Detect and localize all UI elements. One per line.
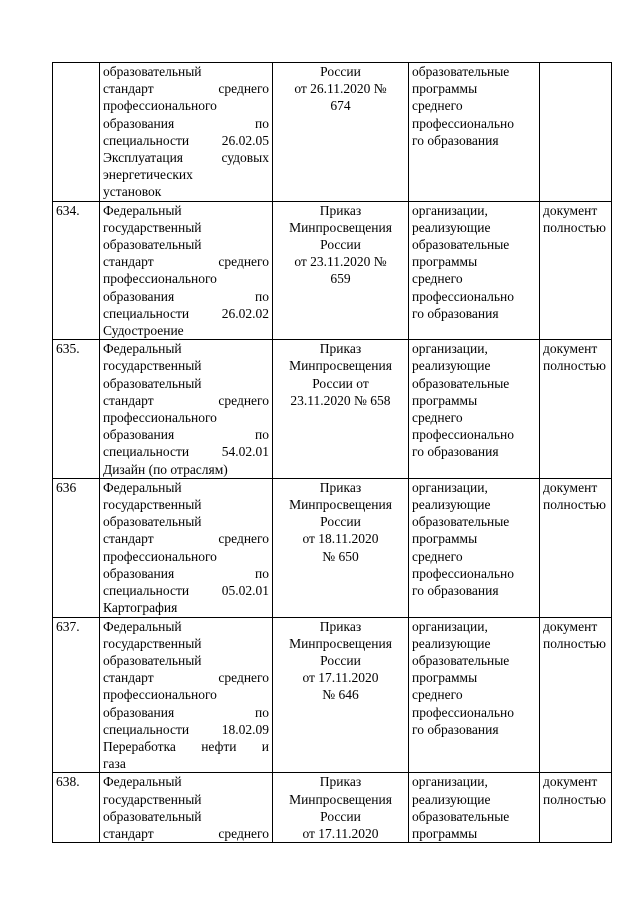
org-line: среднего <box>412 410 463 426</box>
org-line: среднего <box>412 548 463 564</box>
title-line: установок <box>103 184 162 200</box>
act-line: 659 <box>330 271 351 287</box>
title-line <box>103 825 269 842</box>
title-line <box>103 115 269 132</box>
title-word: среднего <box>218 392 269 408</box>
title-word: 26.02.02 <box>221 305 269 321</box>
title-word: по <box>255 288 269 304</box>
title-line <box>103 530 269 547</box>
org-line: организации, <box>412 479 488 495</box>
row-number: 636 <box>53 478 100 617</box>
org-line: программы <box>412 81 478 97</box>
title-line: государственный <box>103 497 202 513</box>
title-word: нефти <box>201 738 237 754</box>
approving-act-cell <box>273 63 409 202</box>
approving-act-cell <box>273 773 409 843</box>
act-line: от 18.11.2020 <box>302 531 379 547</box>
title-line: Картография <box>103 600 178 616</box>
org-line: программы <box>412 531 478 547</box>
document-title-cell <box>100 201 273 340</box>
org-line: реализующие <box>412 791 491 807</box>
org-line: профессионально <box>412 704 514 720</box>
title-line: образовательный <box>103 652 202 668</box>
table-row <box>53 340 612 479</box>
applicable-organizations-cell <box>409 617 540 773</box>
org-line: образовательные <box>412 514 510 530</box>
title-line: профессионального <box>103 687 217 703</box>
title-word: среднего <box>218 531 269 547</box>
row-number: 637. <box>53 617 100 773</box>
title-word: стандарт <box>103 670 154 686</box>
org-line: образовательные <box>412 808 510 824</box>
scope-cell <box>540 617 612 773</box>
title-line <box>103 721 269 738</box>
act-line: России <box>320 652 361 668</box>
act-line: Минпросвещения <box>289 635 392 651</box>
org-line: реализующие <box>412 497 491 513</box>
title-word: специальности <box>103 305 190 321</box>
title-word: специальности <box>103 721 190 737</box>
table-row <box>53 201 612 340</box>
register-table-body <box>53 63 612 843</box>
title-line: энергетических <box>103 167 193 183</box>
title-word: специальности <box>103 583 190 599</box>
org-line: организации, <box>412 618 488 634</box>
title-word: специальности <box>103 444 190 460</box>
approving-act-cell <box>273 617 409 773</box>
title-word: образования <box>103 427 175 443</box>
act-line: 674 <box>330 98 351 114</box>
scope-line: документ <box>543 774 598 790</box>
act-line: России <box>320 237 361 253</box>
org-line: организации, <box>412 341 488 357</box>
title-line <box>103 582 269 599</box>
act-line: Минпросвещения <box>289 497 392 513</box>
title-line: профессионального <box>103 98 217 114</box>
title-word: 18.02.09 <box>221 721 269 737</box>
act-line: России <box>320 64 361 79</box>
scope-line: документ <box>543 341 598 357</box>
title-line: Федеральный <box>103 774 182 790</box>
org-line: профессионально <box>412 565 514 581</box>
title-word: стандарт <box>103 254 154 270</box>
title-word: 54.02.01 <box>221 444 269 460</box>
title-word: среднего <box>218 825 269 841</box>
title-word: по <box>255 704 269 720</box>
org-line: профессионально <box>412 427 514 443</box>
title-word: по <box>255 115 269 131</box>
act-line: Минпросвещения <box>289 358 392 374</box>
approving-act-cell <box>273 478 409 617</box>
row-number: 638. <box>53 773 100 843</box>
register-table <box>52 62 612 843</box>
title-word: образования <box>103 115 175 131</box>
title-line: Федеральный <box>103 479 182 495</box>
title-word: стандарт <box>103 81 154 97</box>
title-line: государственный <box>103 791 202 807</box>
row-number: 634. <box>53 201 100 340</box>
title-line: Федеральный <box>103 341 182 357</box>
act-line: от 17.11.2020 <box>302 825 379 841</box>
title-word: стандарт <box>103 392 154 408</box>
org-line: образовательные <box>412 64 510 79</box>
title-line <box>103 669 269 686</box>
act-line: России от <box>312 375 369 391</box>
title-line: государственный <box>103 635 202 651</box>
applicable-organizations-cell <box>409 63 540 202</box>
document-title-cell <box>100 340 273 479</box>
org-line: среднего <box>412 271 463 287</box>
org-line: организации, <box>412 774 488 790</box>
act-line: Минпросвещения <box>289 219 392 235</box>
org-line: го образования <box>412 444 499 460</box>
org-line: реализующие <box>412 219 491 235</box>
act-line: от 17.11.2020 <box>302 670 379 686</box>
act-line: Минпросвещения <box>289 791 392 807</box>
document-title-cell <box>100 773 273 843</box>
scope-line: полностью <box>543 219 606 235</box>
scope-line: документ <box>543 618 598 634</box>
title-word: судовых <box>221 150 269 166</box>
scope-line: документ <box>543 202 598 218</box>
title-line: образовательный <box>103 64 202 79</box>
title-line <box>103 253 269 270</box>
table-row <box>53 478 612 617</box>
document-title-cell <box>100 63 273 202</box>
title-word: и <box>261 738 269 754</box>
table-row <box>53 617 612 773</box>
approving-act-cell <box>273 340 409 479</box>
applicable-organizations-cell <box>409 340 540 479</box>
scope-line: полностью <box>543 358 606 374</box>
title-word: по <box>255 565 269 581</box>
org-line: реализующие <box>412 358 491 374</box>
title-word: среднего <box>218 254 269 270</box>
org-line: го образования <box>412 132 499 148</box>
title-line <box>103 392 269 409</box>
org-line: профессионально <box>412 288 514 304</box>
title-line <box>103 288 269 305</box>
applicable-organizations-cell <box>409 773 540 843</box>
act-line: России <box>320 808 361 824</box>
table-row <box>53 773 612 843</box>
applicable-organizations-cell <box>409 201 540 340</box>
title-word: по <box>255 427 269 443</box>
scope-line: полностью <box>543 791 606 807</box>
title-word: Эксплуатация <box>103 150 184 166</box>
table-row <box>53 63 612 202</box>
row-number: 635. <box>53 340 100 479</box>
title-line <box>103 426 269 443</box>
document-title-cell <box>100 478 273 617</box>
act-line: Приказ <box>319 341 362 357</box>
scope-line: документ <box>543 479 598 495</box>
org-line: среднего <box>412 687 463 703</box>
title-line <box>103 738 269 755</box>
org-line: реализующие <box>412 635 491 651</box>
org-line: программы <box>412 670 478 686</box>
title-word: 26.02.05 <box>221 132 269 148</box>
title-word: стандарт <box>103 825 154 841</box>
act-line: № 650 <box>322 548 359 564</box>
act-line: 23.11.2020 № 658 <box>290 392 391 408</box>
title-line: Дизайн (по отраслям) <box>103 461 228 477</box>
org-line: программы <box>412 254 478 270</box>
scope-cell <box>540 478 612 617</box>
org-line: образовательные <box>412 375 510 391</box>
act-line: России <box>320 514 361 530</box>
title-line <box>103 443 269 460</box>
scope-cell <box>540 63 612 202</box>
title-line <box>103 704 269 721</box>
title-word: стандарт <box>103 531 154 547</box>
scope-line: полностью <box>543 497 606 513</box>
act-line: № 646 <box>322 687 359 703</box>
title-word: Переработка <box>103 738 176 754</box>
title-line: государственный <box>103 219 202 235</box>
act-line: от 26.11.2020 № <box>294 81 387 97</box>
title-line: государственный <box>103 358 202 374</box>
title-line: Судостроение <box>103 323 184 339</box>
title-line: образовательный <box>103 375 202 391</box>
org-line: го образования <box>412 721 499 737</box>
act-line: от 23.11.2020 № <box>294 254 387 270</box>
title-line: Федеральный <box>103 618 182 634</box>
title-line: профессионального <box>103 410 217 426</box>
title-line <box>103 565 269 582</box>
title-line <box>103 149 269 166</box>
title-word: образования <box>103 704 175 720</box>
title-word: образования <box>103 288 175 304</box>
org-line: программы <box>412 392 478 408</box>
title-word: специальности <box>103 132 190 148</box>
act-line: Приказ <box>319 618 362 634</box>
org-line: организации, <box>412 202 488 218</box>
org-line: го образования <box>412 583 499 599</box>
scope-cell <box>540 773 612 843</box>
org-line: профессионально <box>412 115 514 131</box>
applicable-organizations-cell <box>409 478 540 617</box>
title-line: профессионального <box>103 548 217 564</box>
title-line: газа <box>103 756 126 772</box>
org-line: программы <box>412 825 478 841</box>
act-line: Приказ <box>319 202 362 218</box>
title-line: образовательный <box>103 237 202 253</box>
document-title-cell <box>100 617 273 773</box>
title-line: образовательный <box>103 514 202 530</box>
title-word: образования <box>103 565 175 581</box>
org-line: образовательные <box>412 237 510 253</box>
title-line <box>103 132 269 149</box>
org-line: образовательные <box>412 652 510 668</box>
title-line <box>103 305 269 322</box>
scope-cell <box>540 340 612 479</box>
title-line: образовательный <box>103 808 202 824</box>
act-line: Приказ <box>319 479 362 495</box>
org-line: го образования <box>412 305 499 321</box>
act-line: Приказ <box>319 774 362 790</box>
org-line: среднего <box>412 98 463 114</box>
title-word: среднего <box>218 81 269 97</box>
title-line: профессионального <box>103 271 217 287</box>
scope-cell <box>540 201 612 340</box>
scope-line: полностью <box>543 635 606 651</box>
title-word: среднего <box>218 670 269 686</box>
title-line <box>103 80 269 97</box>
row-number <box>53 63 100 202</box>
title-word: 05.02.01 <box>221 583 269 599</box>
approving-act-cell <box>273 201 409 340</box>
title-line: Федеральный <box>103 202 182 218</box>
